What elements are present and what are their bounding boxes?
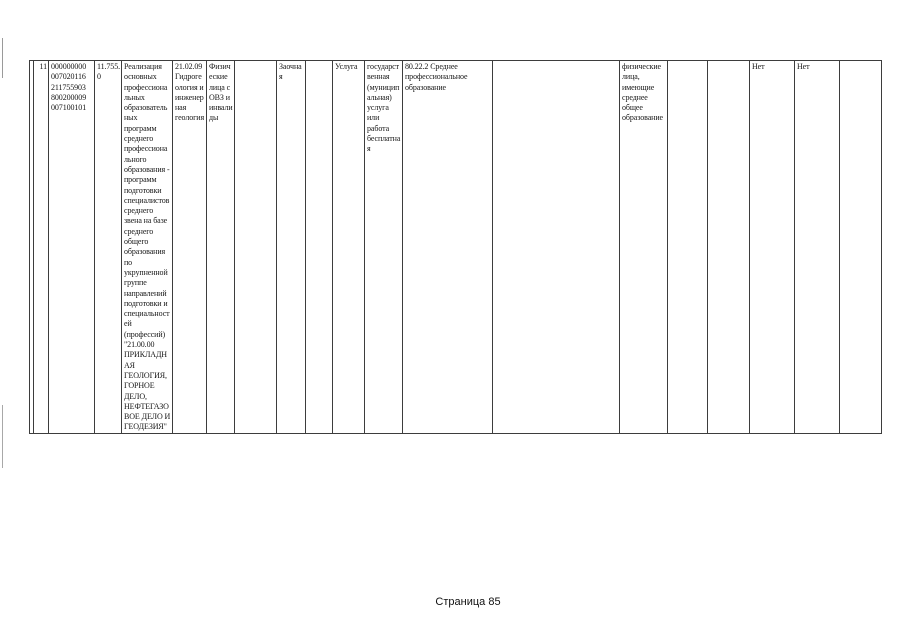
- cell-service-or-work: Услуга: [333, 61, 365, 434]
- cell-consumer-category: Физические лица с ОВЗ и инвалиды: [207, 61, 235, 434]
- page-number: Страница 85: [435, 596, 501, 608]
- cell-service-name: Реализация основных профессиональных образовательных программ среднего профессионального образования - программ подготовки специалистов среднего звена на базе среднего общего образования по укрупненной группе направлений подготовки и специальностей (профессий) "21.00.00 ПРИКЛАДНАЯ ГЕОЛОГИЯ, ГОРНОЕ ДЕЛО, НЕФТЕГАЗОВОЕ ДЕЛО И ГЕОДЕЗИЯ": [122, 61, 173, 434]
- cell-paid-flag-1: Нет: [750, 61, 795, 434]
- cell-empty-3: [493, 61, 620, 434]
- scan-artifact-line-mid: [2, 405, 3, 468]
- table-row: [30, 61, 882, 434]
- cell-base-service-code: 11.755.0: [95, 61, 122, 434]
- cell-consumer-requirements: физические лица, имеющие среднее общее образование: [620, 61, 668, 434]
- cell-education-form: Заочная: [277, 61, 306, 434]
- scan-artifact-line-top: [2, 38, 3, 78]
- cell-okved-classification: 80.22.2 Среднее профессиональное образование: [403, 61, 493, 434]
- cell-specialty: 21.02.09 Гидрогеология и инженерная геология: [173, 61, 207, 434]
- cell-service-basis: государственная (муниципальная) услуга или работа бесплатная: [365, 61, 403, 434]
- cell-empty-5: [708, 61, 750, 434]
- cell-registry-entry-code: 000000000 007020116 211755903 800200009 007100101: [49, 61, 95, 434]
- cell-empty-6: [840, 61, 882, 434]
- services-registry-table: [29, 60, 882, 434]
- cell-empty-4: [668, 61, 708, 434]
- cell-row-number: 11: [34, 61, 49, 434]
- cell-paid-flag-2: Нет: [795, 61, 840, 434]
- cell-empty-2: [306, 61, 333, 434]
- cell-empty-1: [235, 61, 277, 434]
